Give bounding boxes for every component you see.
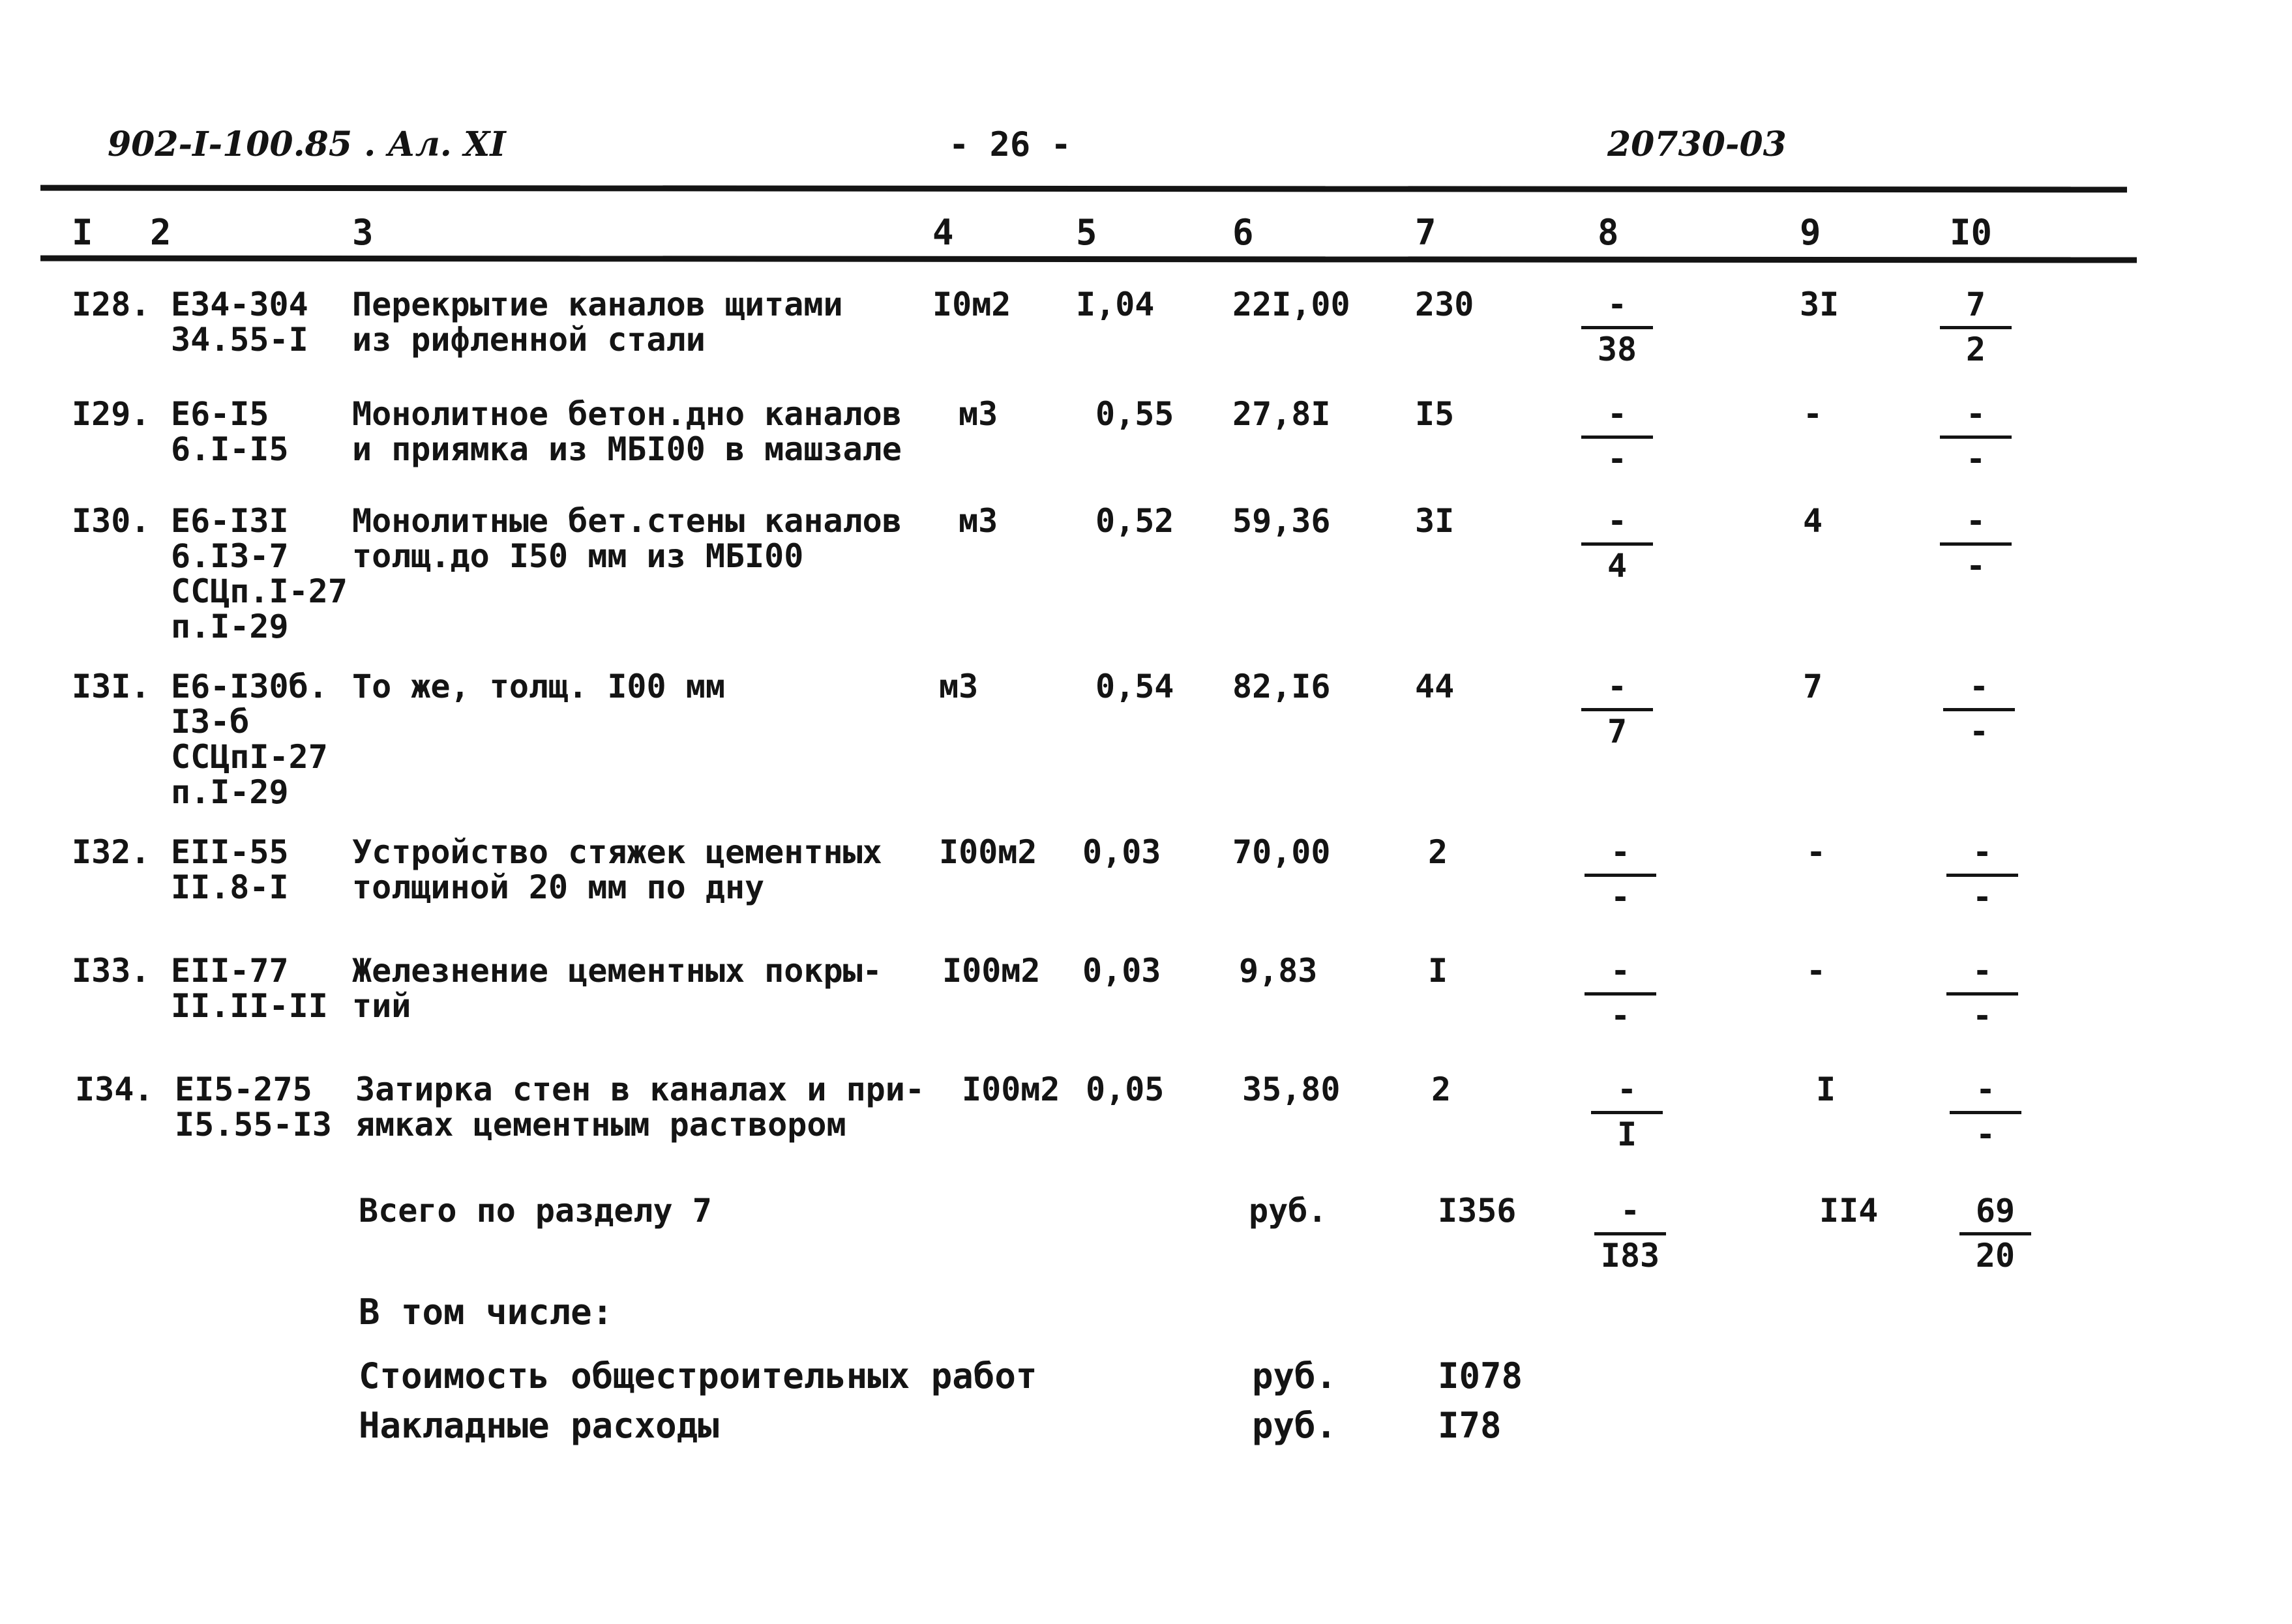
- fraction-numerator: 7: [1965, 286, 1986, 323]
- fraction-bar: [1940, 436, 2012, 439]
- fraction-bar: [1950, 1111, 2021, 1114]
- fraction-denominator: I: [1616, 1115, 1637, 1153]
- fraction-denominator: 7: [1607, 713, 1628, 750]
- row-quantity: 0,03: [1082, 833, 1161, 871]
- fraction-col10: [1940, 396, 2012, 477]
- row-quantity: 0,52: [1095, 502, 1174, 540]
- row-code: E6-I5 6.I-I5: [171, 395, 289, 468]
- fraction-numerator: -: [1610, 833, 1631, 871]
- fraction-bar: [1946, 874, 2018, 877]
- fraction-denominator: -: [1969, 713, 1989, 750]
- totals-fraction-col10: [1959, 1193, 2031, 1273]
- fraction-col8: [1585, 834, 1656, 915]
- fraction-bar: [1585, 992, 1656, 996]
- including-label: В том числе:: [359, 1292, 614, 1333]
- row-col9: -: [1806, 833, 1826, 871]
- fraction-numerator: -: [1965, 395, 1986, 433]
- row-unit-price: 82,I6: [1232, 668, 1331, 705]
- fraction-numerator: -: [1607, 286, 1628, 323]
- row-description: Монолитное бетон.дно каналов и приямка из МБI00 в машзале: [352, 395, 902, 468]
- fraction-bar: [1959, 1232, 2031, 1235]
- row-unit: I00м2: [962, 1070, 1060, 1108]
- fraction-col8: [1581, 503, 1653, 583]
- row-total: 3I: [1415, 502, 1455, 540]
- fraction-bar: [1581, 436, 1653, 439]
- fraction-denominator: 4: [1607, 547, 1628, 585]
- fraction-col10: [1946, 953, 2018, 1033]
- row-quantity: 0,03: [1082, 952, 1161, 990]
- row-total: 44: [1415, 668, 1455, 705]
- fraction-numerator: -: [1972, 952, 1993, 990]
- row-unit: I0м2: [932, 286, 1011, 323]
- fraction-col10: [1950, 1072, 2021, 1152]
- row-total: 2: [1431, 1070, 1451, 1108]
- row-code: EI5-275 I5.55-I3: [175, 1070, 332, 1144]
- fraction-col8: [1581, 396, 1653, 477]
- row-description: Монолитные бет.стены каналов толщ.до I50 мм из МБI00: [352, 502, 902, 575]
- row-description: То же, толщ. I00 мм: [352, 668, 725, 705]
- row-unit-price: 70,00: [1232, 833, 1331, 871]
- totals-col9: II4: [1819, 1192, 1879, 1230]
- row-quantity: 0,55: [1095, 395, 1174, 433]
- row-code: EII-55 II.8-I: [171, 833, 289, 906]
- column-number: 6: [1232, 212, 1254, 253]
- fraction-bar: [1594, 1232, 1666, 1235]
- row-code: E6-I3I 6.I3-7 ССЦп.I-27 п.I-29: [171, 502, 348, 645]
- fraction-numerator: 69: [1975, 1192, 2016, 1230]
- row-col9: -: [1806, 952, 1826, 990]
- row-total: 2: [1428, 833, 1448, 871]
- page-number: - 26 -: [949, 125, 1071, 164]
- row-col9: -: [1803, 395, 1823, 433]
- row-number: I30.: [72, 502, 151, 540]
- row-unit: I00м2: [942, 952, 1041, 990]
- fraction-bar: [1940, 326, 2012, 329]
- fraction-bar: [1946, 992, 2018, 996]
- header-rule: [40, 256, 2137, 263]
- fraction-bar: [1940, 542, 2012, 546]
- row-unit-price: 27,8I: [1232, 395, 1331, 433]
- row-total: 230: [1415, 286, 1474, 323]
- fraction-col8: [1585, 953, 1656, 1033]
- column-number: I: [72, 212, 93, 253]
- fraction-bar: [1585, 874, 1656, 877]
- row-quantity: 0,05: [1086, 1070, 1165, 1108]
- row-description: Устройство стяжек цементных толщиной 20 мм по дну: [352, 833, 882, 906]
- fraction-col10: [1943, 669, 2015, 749]
- totals-total: I356: [1438, 1192, 1517, 1230]
- subtotal-value: I78: [1438, 1405, 1502, 1446]
- row-col9: 7: [1803, 668, 1823, 705]
- fraction-numerator: -: [1610, 952, 1631, 990]
- row-description: Затирка стен в каналах и при- ямках цементным раствором: [355, 1070, 925, 1144]
- row-unit-price: 35,80: [1242, 1070, 1341, 1108]
- row-unit: м3: [959, 502, 998, 540]
- fraction-denominator: I83: [1600, 1237, 1660, 1275]
- fraction-col8: [1581, 287, 1653, 367]
- fraction-denominator: 2: [1965, 331, 1986, 368]
- fraction-col10: [1940, 287, 2012, 367]
- fraction-denominator: -: [1975, 1115, 1996, 1153]
- fraction-numerator: -: [1607, 668, 1628, 705]
- row-quantity: I,04: [1076, 286, 1155, 323]
- fraction-bar: [1943, 708, 2015, 711]
- column-number: 3: [352, 212, 374, 253]
- fraction-col8: [1591, 1072, 1663, 1152]
- row-description: Перекрытие каналов щитами из рифленной стали: [352, 286, 843, 359]
- subtotal-unit: руб.: [1252, 1355, 1337, 1396]
- fraction-numerator: -: [1975, 1070, 1996, 1108]
- fraction-bar: [1581, 708, 1653, 711]
- fraction-denominator: -: [1607, 440, 1628, 478]
- column-number: 9: [1800, 212, 1821, 253]
- fraction-numerator: -: [1616, 1070, 1637, 1108]
- column-number: 8: [1598, 212, 1619, 253]
- row-unit: м3: [939, 668, 979, 705]
- doc-code: 902-I-100.85 . Ал. XI: [108, 125, 506, 164]
- archive-number: 20730-03: [1607, 125, 1787, 164]
- row-number: I34.: [75, 1070, 154, 1108]
- fraction-col10: [1946, 834, 2018, 915]
- fraction-numerator: -: [1972, 833, 1993, 871]
- subtotal-value: I078: [1438, 1355, 1523, 1396]
- top-rule: [40, 185, 2127, 193]
- subtotal-label: Накладные расходы: [359, 1405, 719, 1446]
- row-number: I33.: [72, 952, 151, 990]
- column-number: 4: [932, 212, 954, 253]
- subtotal-label: Стоимость общестроительных работ: [359, 1355, 1037, 1396]
- subtotal-unit: руб.: [1252, 1405, 1337, 1446]
- fraction-numerator: -: [1607, 502, 1628, 540]
- row-total: I: [1428, 952, 1448, 990]
- fraction-denominator: -: [1965, 547, 1986, 585]
- row-col9: 3I: [1800, 286, 1839, 323]
- fraction-denominator: 20: [1975, 1237, 2016, 1275]
- row-unit: м3: [959, 395, 998, 433]
- row-description: Железнение цементных покры- тий: [352, 952, 882, 1025]
- fraction-denominator: -: [1610, 997, 1631, 1035]
- row-unit-price: 9,83: [1239, 952, 1318, 990]
- fraction-denominator: -: [1972, 997, 1993, 1035]
- row-unit-price: 22I,00: [1232, 286, 1350, 323]
- fraction-numerator: -: [1607, 395, 1628, 433]
- fraction-denominator: -: [1972, 878, 1993, 916]
- column-number: 5: [1076, 212, 1097, 253]
- fraction-denominator: 38: [1597, 331, 1637, 368]
- row-unit: I00м2: [939, 833, 1037, 871]
- row-number: I29.: [72, 395, 151, 433]
- fraction-denominator: -: [1965, 440, 1986, 478]
- row-number: I32.: [72, 833, 151, 871]
- column-number: 2: [150, 212, 171, 253]
- totals-fraction-col8: [1594, 1193, 1666, 1273]
- fraction-denominator: -: [1610, 878, 1631, 916]
- column-number: I0: [1950, 212, 1993, 253]
- row-number: I3I.: [72, 668, 151, 705]
- fraction-col8: [1581, 669, 1653, 749]
- row-col9: 4: [1803, 502, 1823, 540]
- totals-unit: руб.: [1249, 1192, 1328, 1230]
- row-unit-price: 59,36: [1232, 502, 1331, 540]
- fraction-numerator: -: [1620, 1192, 1641, 1230]
- fraction-col10: [1940, 503, 2012, 583]
- row-total: I5: [1415, 395, 1455, 433]
- row-code: E34-304 34.55-I: [171, 286, 308, 359]
- fraction-bar: [1581, 542, 1653, 546]
- row-quantity: 0,54: [1095, 668, 1174, 705]
- row-code: E6-I30б. I3-б ССЦпI-27 п.I-29: [171, 668, 328, 811]
- fraction-numerator: -: [1969, 668, 1989, 705]
- row-code: EII-77 II.II-II: [171, 952, 328, 1025]
- row-number: I28.: [72, 286, 151, 323]
- fraction-bar: [1591, 1111, 1663, 1114]
- fraction-bar: [1581, 326, 1653, 329]
- totals-label: Всего по разделу 7: [359, 1192, 712, 1230]
- column-number: 7: [1415, 212, 1436, 253]
- row-col9: I: [1816, 1070, 1836, 1108]
- fraction-numerator: -: [1965, 502, 1986, 540]
